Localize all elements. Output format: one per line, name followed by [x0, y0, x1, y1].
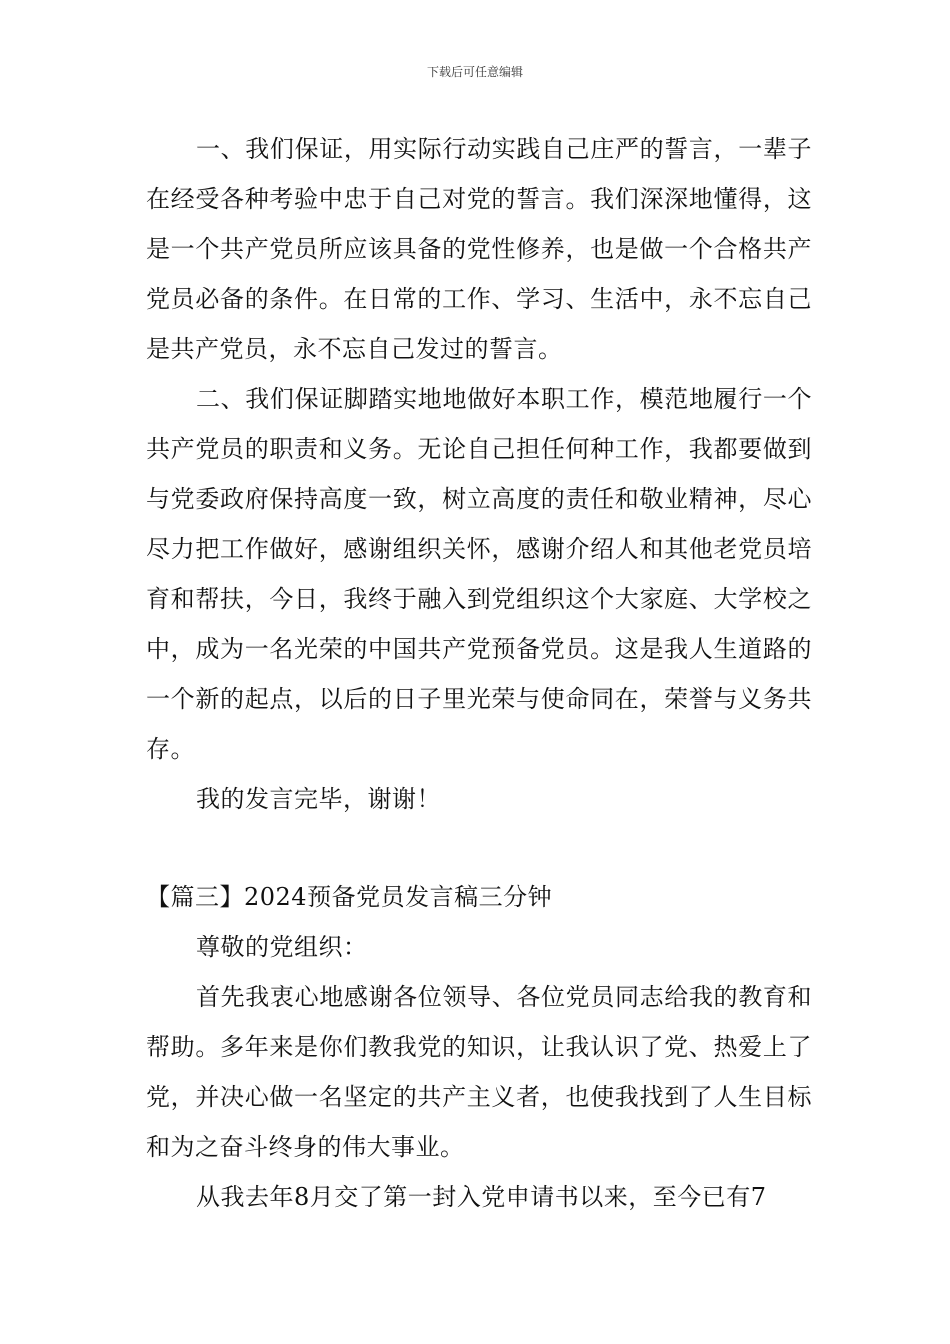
paragraph-application: 从我去年8月交了第一封入党申请书以来，至今已有7 — [196, 1183, 767, 1211]
section-title: 【篇三】2024预备党员发言稿三分钟 — [146, 883, 553, 911]
section-spacer — [146, 824, 812, 872]
paragraph-pledge-one: 一、我们保证，用实际行动实践自己庄严的誓言，一辈子在经受各种考验中忠于自己对党的誓言。我们深深地懂得，这是一个共产党员所应该具备的党性修养，也是做一个合格共产党员必备的条件。在日常的工作、学习、生活中，永不忘自己是共产党员，永不忘自己发过的誓言。 — [146, 135, 812, 363]
document-body — [146, 124, 812, 1222]
paragraph-gratitude: 首先我衷心地感谢各位领导、各位党员同志给我的教育和帮助。多年来是你们教我党的知识，让我认识了党、热爱上了党，并决心做一名坚定的共产主义者，也使我找到了人生目标和为之奋斗终身的伟大事业。 — [146, 983, 812, 1161]
paragraph-pledge-two: 二、我们保证脚踏实地地做好本职工作，模范地履行一个共产党员的职责和义务。无论自己担任何种工作，我都要做到与党委政府保持高度一致，树立高度的责任和敬业精神，尽心尽力把工作做好，感谢组织关怀，感谢介绍人和其他老党员培育和帮扶，今日，我终于融入到党组织这个大家庭、大学校之中，成为一名光荣的中国共产党预备党员。这是我人生道路的一个新的起点，以后的日子里光荣与使命同在，荣誉与义务共存。 — [146, 385, 812, 763]
paragraph-closing: 我的发言完毕，谢谢！ — [196, 785, 441, 813]
salutation: 尊敬的党组织： — [196, 933, 368, 961]
page-header-note: 下载后可任意编辑 — [426, 65, 523, 79]
